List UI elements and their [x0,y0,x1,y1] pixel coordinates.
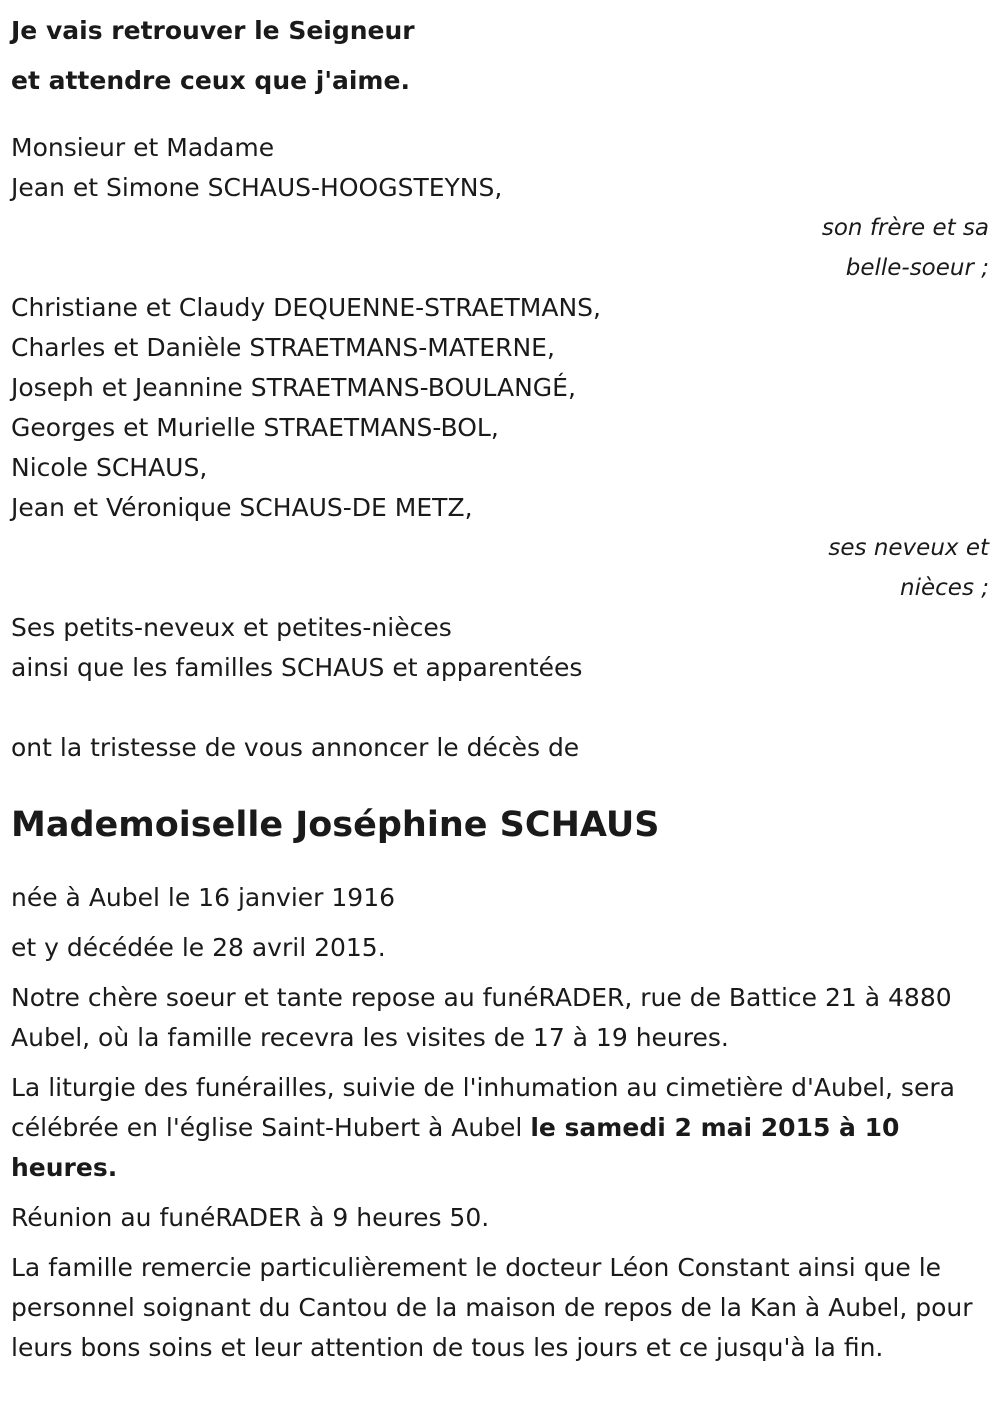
announcement-text: ont la tristesse de vous annoncer le décès de [11,733,580,762]
family-group-brother [11,128,991,288]
family-group-others [11,608,991,688]
relation-line: son frère et sa [821,215,989,241]
verse [11,6,991,106]
family-group-nephews [11,288,991,608]
verse-line-2: et attendre ceux que j'aime. [11,66,410,95]
relation-line: ses neveux et [828,535,989,561]
family-line: Christiane et Claudy DEQUENNE-STRAETMANS, [11,293,601,322]
relation-label [11,208,991,288]
repose-paragraph: Notre chère soeur et tante repose au funéRADER, rue de Battice 21 à 4880 Aubel, où la famille recevra les visites de 17 à 19 heures. [11,983,952,1052]
family-line: Monsieur et Madame [11,133,275,162]
death-notice [11,6,991,1368]
relation-line: nièces ; [900,575,989,601]
liturgy-text: La liturgie des funérailles, suivie de l'inhumation au cimetière d'Aubel, sera célébrée en l'église Saint-Hubert à Aubel [11,1073,955,1142]
liturgy-paragraph [11,1068,991,1188]
family-line: Charles et Danièle STRAETMANS-MATERNE, [11,333,555,362]
liturgy-date: le samedi 2 mai 2015 à 10 heures. [11,1113,900,1182]
thanks-paragraph: La famille remercie particulièrement le docteur Léon Constant ainsi que le personnel soignant du Cantou de la maison de repos de la Kan à Aubel, pour leurs bons soins et leur attention de tous les jours et ce jusqu'à la fin. [11,1253,973,1362]
family-line: Jean et Véronique SCHAUS-DE METZ, [11,493,473,522]
family-line: Nicole SCHAUS, [11,453,208,482]
deceased-name: Mademoiselle Joséphine SCHAUS [11,805,660,845]
relation-line: belle-soeur ; [845,255,989,281]
death-line: et y décédée le 28 avril 2015. [11,933,386,962]
birth-line: née à Aubel le 16 janvier 1916 [11,883,396,912]
family-line: Georges et Murielle STRAETMANS-BOL, [11,413,499,442]
family-line: Joseph et Jeannine STRAETMANS-BOULANGÉ, [11,373,576,402]
family-line: Jean et Simone SCHAUS-HOOGSTEYNS, [11,173,503,202]
relation-label [11,528,991,608]
family-line: ainsi que les familles SCHAUS et apparentées [11,653,583,682]
verse-line-1: Je vais retrouver le Seigneur [11,16,415,45]
meeting-paragraph: Réunion au funéRADER à 9 heures 50. [11,1203,490,1232]
family-line: Ses petits-neveux et petites-nièces [11,613,452,642]
